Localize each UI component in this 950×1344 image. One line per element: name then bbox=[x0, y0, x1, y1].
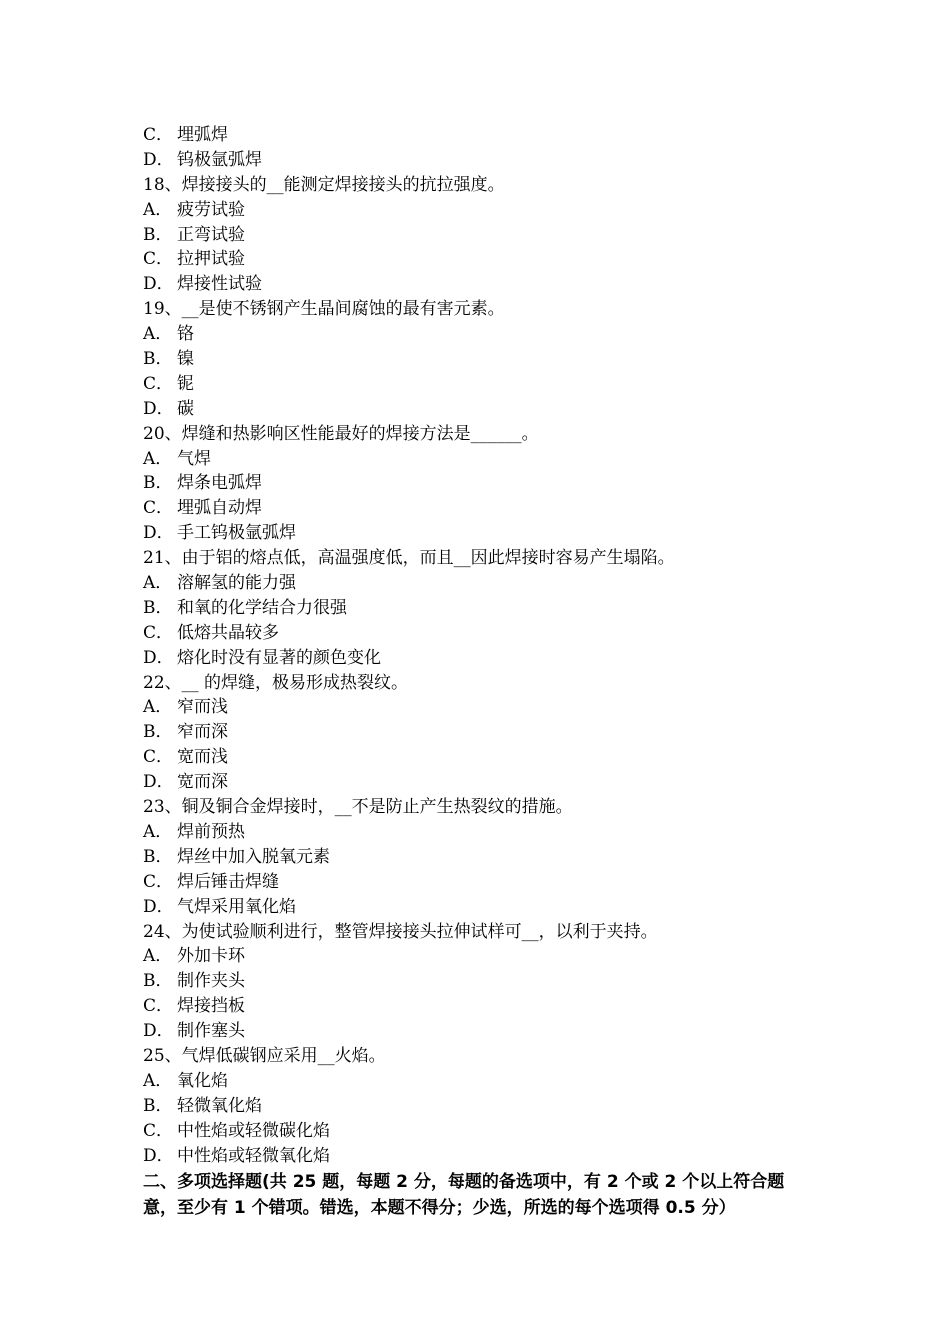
option-text: 中性焰或轻微碳化焰 bbox=[177, 1120, 330, 1141]
option-line bbox=[143, 1144, 823, 1169]
option-line bbox=[143, 496, 823, 521]
option-line bbox=[143, 198, 823, 223]
option-letter: B． bbox=[143, 846, 173, 867]
option-line bbox=[143, 720, 823, 745]
question-stem: 18、焊接接头的__能测定焊接接头的抗拉强度。 bbox=[143, 174, 505, 195]
option-text: 中性焰或轻微氧化焰 bbox=[177, 1145, 330, 1166]
option-line bbox=[143, 471, 823, 496]
option-letter: C． bbox=[143, 996, 174, 1017]
option-text: 钨极氩弧焊 bbox=[177, 149, 262, 170]
option-text: 溶解氢的能力强 bbox=[177, 573, 296, 594]
option-line bbox=[143, 621, 823, 646]
question-stem: 25、气焊低碳钢应采用__火焰。 bbox=[143, 1045, 386, 1066]
option-text: 铬 bbox=[177, 324, 194, 345]
option-line bbox=[143, 895, 823, 920]
option-text: 拉押试验 bbox=[177, 249, 245, 270]
option-line bbox=[143, 870, 823, 895]
option-line bbox=[143, 646, 823, 671]
option-line bbox=[143, 969, 823, 994]
option-line bbox=[143, 272, 823, 297]
option-text: 焊前预热 bbox=[177, 821, 245, 842]
option-line bbox=[143, 820, 823, 845]
option-letter: D． bbox=[143, 647, 174, 668]
option-letter: C． bbox=[143, 249, 174, 270]
option-line bbox=[143, 770, 823, 795]
option-letter: B． bbox=[143, 1095, 173, 1116]
option-text: 宽而深 bbox=[177, 772, 228, 793]
document-body bbox=[143, 123, 823, 1221]
section-heading-multiple-choice: 二、多项选择题(共 25 题，每题 2 分，每题的备选项中，有 2 个或 2 个以上符合题意，至少有 1 个错项。错选，本题不得分；少选，所选的每个选项得 0.5 分） bbox=[143, 1172, 785, 1219]
option-letter: B． bbox=[143, 349, 173, 370]
option-line bbox=[143, 223, 823, 248]
option-line bbox=[143, 745, 823, 770]
option-line bbox=[143, 372, 823, 397]
option-text: 焊后锤击焊缝 bbox=[177, 871, 279, 892]
option-line bbox=[143, 521, 823, 546]
option-text: 焊条电弧焊 bbox=[177, 473, 262, 494]
option-text: 镍 bbox=[177, 349, 194, 370]
option-letter: D． bbox=[143, 1021, 174, 1042]
option-text: 焊接性试验 bbox=[177, 274, 262, 295]
option-text: 正弯试验 bbox=[177, 224, 245, 245]
option-letter: D． bbox=[143, 149, 174, 170]
option-text: 宽而浅 bbox=[177, 747, 228, 768]
option-text: 制作塞头 bbox=[177, 1021, 245, 1042]
option-letter: C． bbox=[143, 1120, 174, 1141]
option-line bbox=[143, 247, 823, 272]
question-stem: 21、由于铝的熔点低，高温强度低，而且__因此焊接时容易产生塌陷。 bbox=[143, 548, 675, 569]
option-text: 氧化焰 bbox=[177, 1070, 228, 1091]
option-text: 熔化时没有显著的颜色变化 bbox=[177, 647, 381, 668]
question-stem: 23、铜及铜合金焊接时，__不是防止产生热裂纹的措施。 bbox=[143, 797, 573, 818]
option-line bbox=[143, 148, 823, 173]
option-line bbox=[143, 397, 823, 422]
option-line bbox=[143, 994, 823, 1019]
option-letter: D． bbox=[143, 398, 174, 419]
option-line bbox=[143, 845, 823, 870]
option-letter: C． bbox=[143, 498, 174, 519]
option-text: 低熔共晶较多 bbox=[177, 622, 279, 643]
option-line bbox=[143, 1094, 823, 1119]
option-letter: A． bbox=[143, 573, 173, 594]
option-letter: C． bbox=[143, 125, 174, 145]
option-line bbox=[143, 1019, 823, 1044]
option-line bbox=[143, 1069, 823, 1094]
option-line bbox=[143, 596, 823, 621]
option-text: 焊丝中加入脱氧元素 bbox=[177, 846, 330, 867]
option-line bbox=[143, 123, 823, 148]
option-letter: A． bbox=[143, 946, 173, 967]
question-stem: 22、__ 的焊缝，极易形成热裂纹。 bbox=[143, 672, 409, 693]
option-letter: B． bbox=[143, 971, 173, 992]
option-text: 和氧的化学结合力很强 bbox=[177, 597, 347, 618]
option-line bbox=[143, 322, 823, 347]
option-line bbox=[143, 347, 823, 372]
option-letter: D． bbox=[143, 523, 174, 544]
option-letter: C． bbox=[143, 747, 174, 768]
option-letter: A． bbox=[143, 448, 173, 469]
option-text: 埋弧自动焊 bbox=[177, 498, 262, 519]
option-text: 轻微氧化焰 bbox=[177, 1095, 262, 1116]
option-letter: D． bbox=[143, 274, 174, 295]
option-text: 窄而浅 bbox=[177, 697, 228, 718]
option-line bbox=[143, 571, 823, 596]
option-text: 埋弧焊 bbox=[177, 125, 228, 145]
option-letter: B． bbox=[143, 597, 173, 618]
option-text: 手工钨极氩弧焊 bbox=[177, 523, 296, 544]
option-letter: D． bbox=[143, 896, 174, 917]
option-line bbox=[143, 944, 823, 969]
option-letter: B． bbox=[143, 224, 173, 245]
option-letter: B． bbox=[143, 722, 173, 743]
option-letter: D． bbox=[143, 772, 174, 793]
option-letter: B． bbox=[143, 473, 173, 494]
option-letter: A． bbox=[143, 1070, 173, 1091]
option-text: 铌 bbox=[177, 373, 194, 394]
option-line bbox=[143, 1119, 823, 1144]
option-letter: C． bbox=[143, 373, 174, 394]
option-line bbox=[143, 695, 823, 720]
option-letter: D． bbox=[143, 1145, 174, 1166]
option-letter: A． bbox=[143, 199, 173, 220]
option-text: 制作夹头 bbox=[177, 971, 245, 992]
question-stem: 19、__是使不锈钢产生晶间腐蚀的最有害元素。 bbox=[143, 299, 505, 320]
option-line bbox=[143, 447, 823, 472]
option-letter: C． bbox=[143, 622, 174, 643]
question-stem: 20、焊缝和热影响区性能最好的焊接方法是______。 bbox=[143, 423, 539, 444]
option-text: 碳 bbox=[177, 398, 194, 419]
option-text: 气焊 bbox=[177, 448, 211, 469]
question-stem: 24、为使试验顺利进行，整管焊接接头拉伸试样可__，以利于夹持。 bbox=[143, 921, 658, 942]
option-text: 疲劳试验 bbox=[177, 199, 245, 220]
option-letter: A． bbox=[143, 821, 173, 842]
option-letter: A． bbox=[143, 324, 173, 345]
option-text: 气焊采用氧化焰 bbox=[177, 896, 296, 917]
option-letter: A． bbox=[143, 697, 173, 718]
option-text: 窄而深 bbox=[177, 722, 228, 743]
option-text: 外加卡环 bbox=[177, 946, 245, 967]
option-letter: C． bbox=[143, 871, 174, 892]
option-text: 焊接挡板 bbox=[177, 996, 245, 1017]
